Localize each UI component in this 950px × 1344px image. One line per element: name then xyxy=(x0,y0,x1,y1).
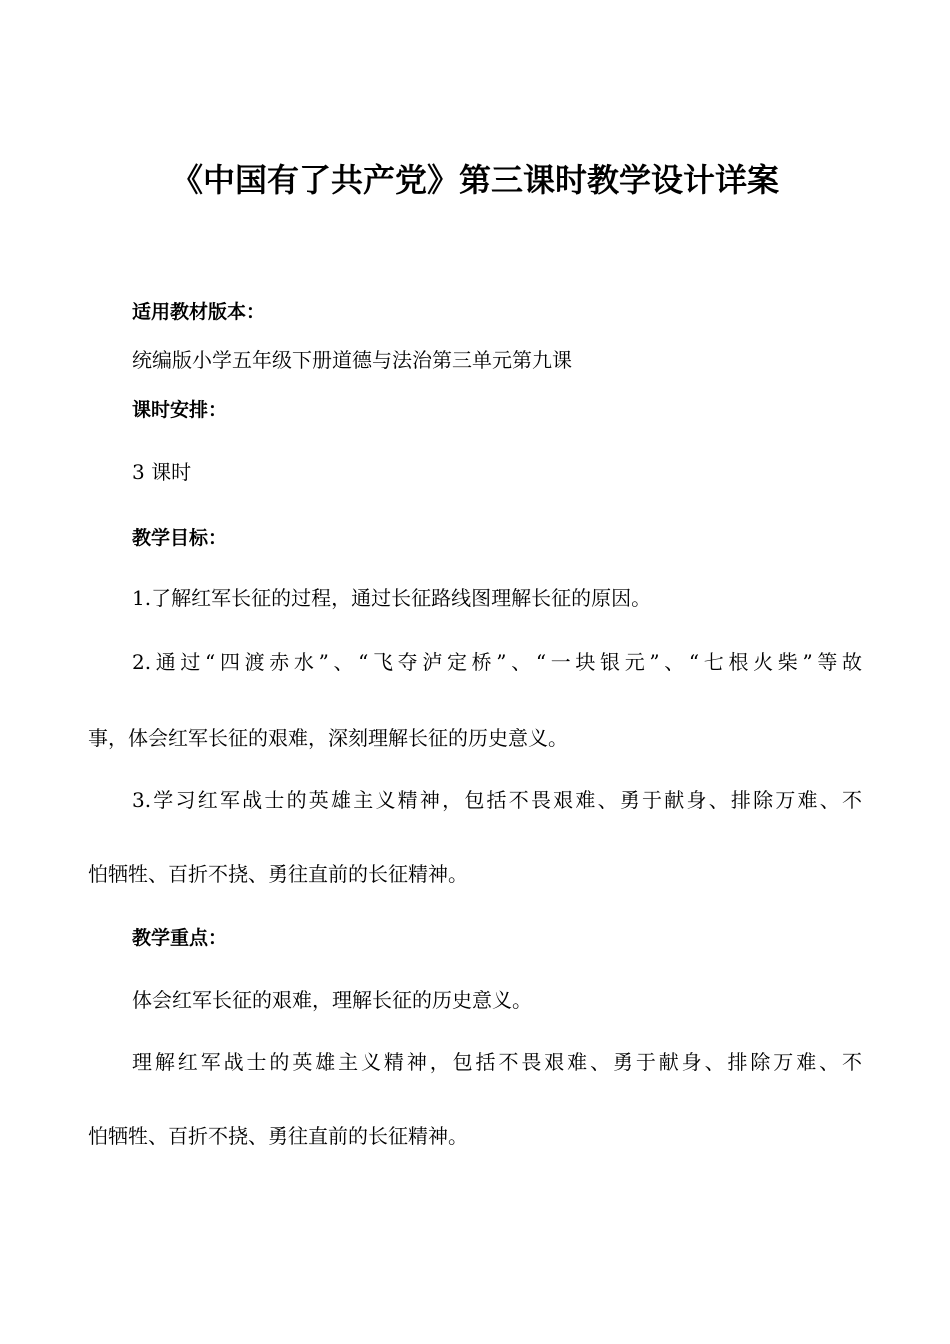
goal-3-line1: 3.学习红军战士的英雄主义精神，包括不畏艰难、勇于献身、排除万难、不 xyxy=(132,788,862,812)
key-point-2-line1: 理解红军战士的英雄主义精神，包括不畏艰难、勇于献身、排除万难、不 xyxy=(132,1050,862,1074)
key-point-2-line2: 怕牺牲、百折不挠、勇往直前的长征精神。 xyxy=(88,1124,468,1148)
schedule-label: 课时安排： xyxy=(132,399,228,421)
document-title: 《中国有了共产党》第三课时教学设计详案 xyxy=(170,161,779,199)
goal-1: 1.了解红军长征的过程，通过长征路线图理解长征的原因。 xyxy=(132,586,652,610)
textbook-value: 统编版小学五年级下册道德与法治第三单元第九课 xyxy=(132,348,572,372)
key-point-1: 体会红军长征的艰难，理解长征的历史意义。 xyxy=(132,988,532,1012)
key-points-label: 教学重点： xyxy=(132,927,228,949)
textbook-label: 适用教材版本： xyxy=(132,301,266,323)
schedule-value: 3 课时 xyxy=(132,460,192,484)
goals-label: 教学目标： xyxy=(132,527,228,549)
goal-2-line2: 事，体会红军长征的艰难，深刻理解长征的历史意义。 xyxy=(88,726,568,750)
goal-3-line2: 怕牺牲、百折不挠、勇往直前的长征精神。 xyxy=(88,862,468,886)
goal-2-line1: 2.通过“四渡赤水”、“飞夺泸定桥”、“一块银元”、“七根火柴”等故 xyxy=(132,650,862,674)
